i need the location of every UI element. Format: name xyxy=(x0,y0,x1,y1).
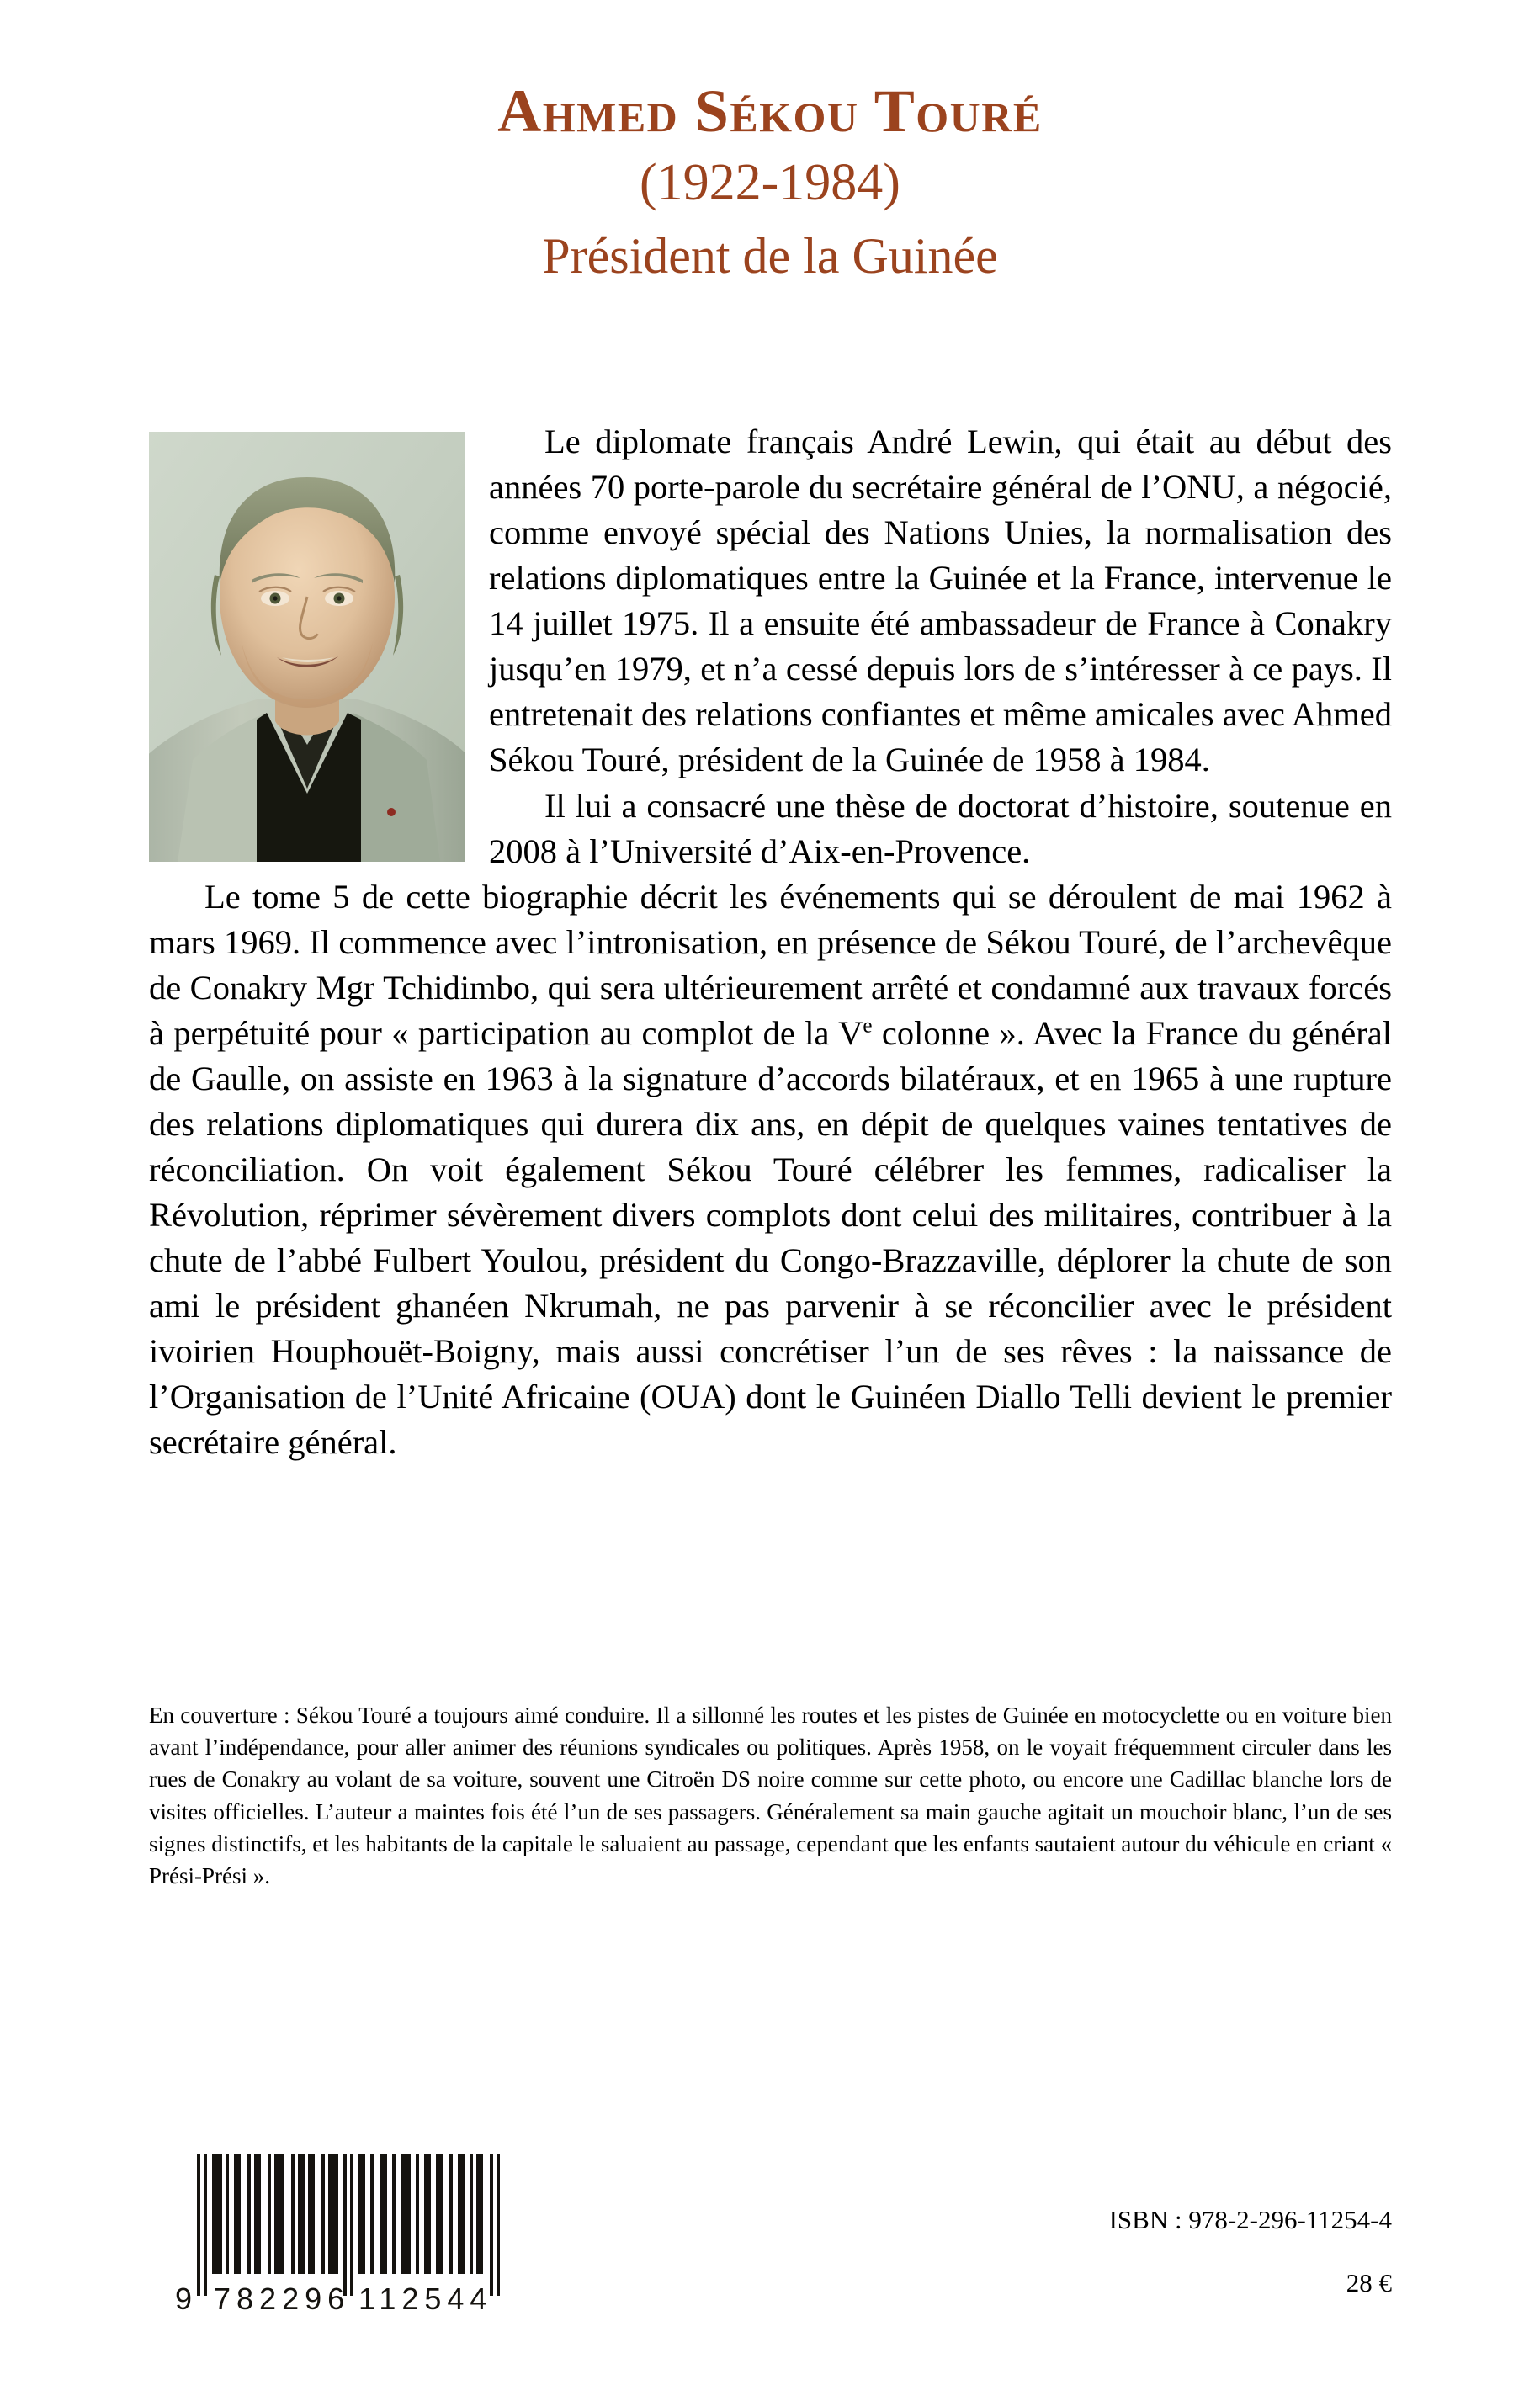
blurb-paragraph-3: Le tome 5 de cette biographie décrit les événements qui se déroulent de mai 1962 à mars 1969. Il commence avec l’intronisation, en présence de Sékou Touré, de l’archevêque de Conakry Mgr Tchidimbo, qui sera ultérieurement arrêté et condamné aux travaux forcés à perpétuité pour « participation au complot de la Ve colonne ». Avec la France du général de Gaulle, on assiste en 1963 à la signature d’accords bilatéraux, et en 1965 à une rupture des relations diplomatiques qui durera dix ans, en dépit de quelques vaines tentatives de réconciliation. On voit également Sékou Touré célébrer les femmes, radicaliser la Révolution, réprimer sévèrement divers complots dont celui des militaires, contribuer à la chute de l’abbé Fulbert Youlou, président du Congo-Brazzaville, déplorer la chute de son ami le président ghanéen Nkrumah, ne pas parvenir à se réconcilier avec le président ivoirien Houphouët-Boigny, mais aussi concrétiser l’un de ses rêves : la naissance de l’Organisation de l’Unité Africaine (OUA) dont le Guinéen Diallo Telli devient le premier secrétaire général. xyxy=(149,877,1392,1462)
photo-text-wrap-spacer xyxy=(149,419,489,865)
page-title: Ahmed Sékou Touré xyxy=(497,77,1043,145)
title-block xyxy=(0,77,1540,284)
subtitle-dates: (1922-1984) xyxy=(640,154,900,212)
isbn-number: ISBN : 978-2-296-11254-4 xyxy=(1108,2205,1392,2234)
blurb-paragraph-1: Le diplomate français André Lewin, qui était au début des années 70 porte-parole du secrétaire général de l’ONU, a négocié, comme envoyé spécial des Nations Unies, la normalisation des relations diplomatiques entre la Guinée et la France, intervenue le 14 juillet 1975. Il a ensuite été ambassadeur de France à Conakry jusqu’en 1979, et n’a cessé depuis lors de s’intéresser à ce pays. Il entretenait des relations confiantes et même amicales avec Ahmed Sékou Touré, président de la Guinée de 1958 à 1984. xyxy=(489,422,1392,779)
ordinal-superscript: e xyxy=(863,1014,873,1038)
isbn-block xyxy=(1109,2207,1392,2296)
barcode-lead-digit: 9 xyxy=(175,2281,193,2314)
cover-credit-text: En couverture : Sékou Touré a toujours aimé conduire. Il a sillonné les routes et les pistes de Guinée en motocyclette ou en voiture bien avant l’indépendance, pour aller animer des réunions syndicales ou politiques. Après 1958, on le voyait fréquemment circuler dans les rues de Conakry au volant de sa voiture, souvent une Citroën DS noire comme sur cette photo, ou encore une Cadillac blanche lors de visites officielles. L’auteur a maintes fois été l’un de ses passagers. Généralement sa main gauche agitait un mouchoir blanc, l’un de ses signes distinctifs, et les habitants de la capitale le saluaient au passage, cependant que les enfants sautaient autour du véhicule en criant « Prési-Prési ». xyxy=(149,1702,1392,1889)
barcode-right-group: 112544 xyxy=(358,2281,493,2314)
footer xyxy=(0,2138,1540,2356)
price-label: 28 € xyxy=(1346,2268,1392,2297)
cover-credit-note xyxy=(149,1699,1392,1892)
subtitle-role: Président de la Guinée xyxy=(542,227,998,284)
blurb-paragraph-2: Il lui a consacré une thèse de doctorat d’histoire, soutenue en 2008 à l’Université d’Aix-en-Provence. xyxy=(489,786,1392,870)
ean13-barcode xyxy=(173,2149,507,2314)
barcode-svg xyxy=(173,2149,507,2314)
barcode-left-group: 782296 xyxy=(214,2281,351,2314)
blurb-text xyxy=(149,419,1392,1465)
